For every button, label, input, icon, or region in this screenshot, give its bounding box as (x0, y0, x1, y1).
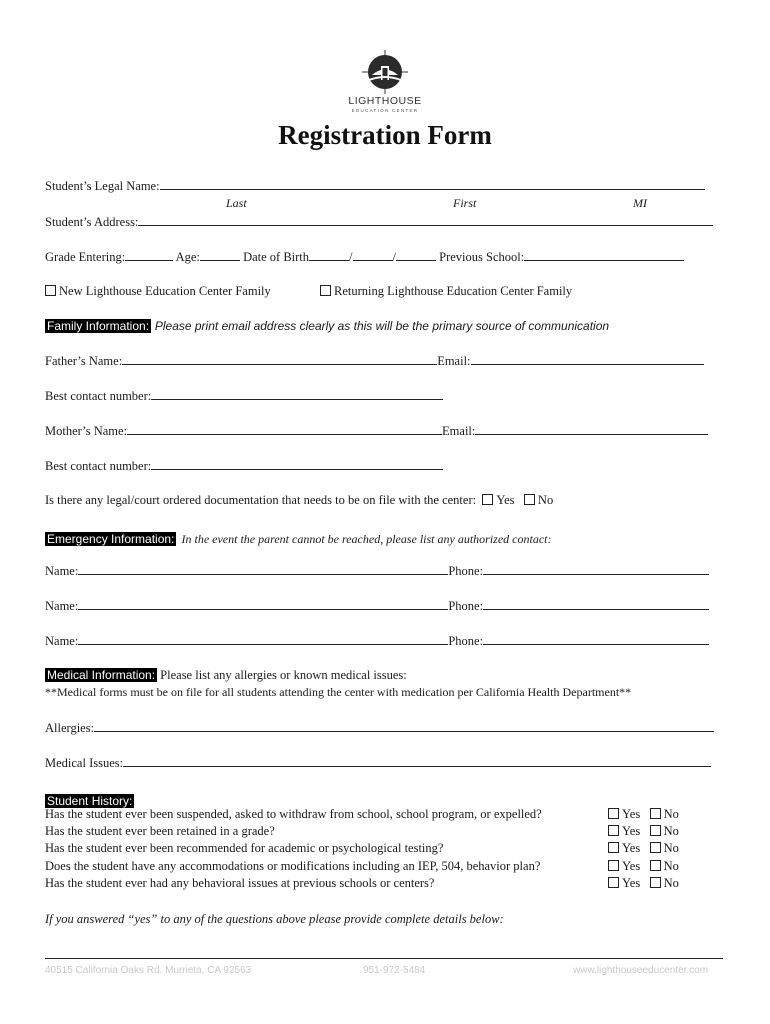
dob-year-field[interactable] (396, 249, 436, 261)
legal-yes-checkbox[interactable] (482, 494, 493, 505)
father-contact-field[interactable] (151, 388, 443, 400)
medical-info-note: Please list any allergies or known medical issues: (160, 668, 407, 682)
new-family-checkbox[interactable] (45, 285, 56, 296)
allergies-label: Allergies: (45, 721, 95, 735)
allergies-row (45, 720, 714, 736)
mother-row (45, 423, 708, 439)
history-yes-checkbox[interactable] (608, 808, 619, 819)
history-no-label: No (663, 841, 679, 855)
history-options (608, 859, 679, 874)
history-options (608, 841, 679, 856)
history-question: Does the student have any accommodations or modifications including an IEP, 504, behavior plan? (45, 859, 541, 873)
footer-website: www.lighthouseeducenter.com (573, 965, 709, 976)
history-no-label: No (663, 807, 679, 821)
history-question: Has the student ever been retained in a grade? (45, 824, 275, 838)
legal-no-label: No (537, 493, 554, 507)
history-yes-label: Yes (622, 841, 641, 855)
emergency-name-field-3[interactable] (78, 633, 448, 645)
medical-issues-row (45, 755, 711, 771)
emergency-name-field-2[interactable] (78, 598, 448, 610)
dob-month-field[interactable] (309, 249, 349, 261)
history-no-label: No (663, 824, 679, 838)
father-contact-label: Best contact number: (45, 389, 152, 403)
emergency-contact-row (45, 563, 709, 579)
returning-family-label: Returning Lighthouse Education Center Family (334, 284, 573, 298)
lighthouse-logo-icon (360, 50, 410, 94)
footer-address: 40515 California Oaks Rd. Murrieta, CA 92563 (45, 965, 252, 976)
history-no-label: No (663, 859, 679, 873)
logo-name: LIGHTHOUSE (348, 95, 422, 107)
father-name-label: Father’s Name: (45, 354, 123, 368)
history-yes-checkbox[interactable] (608, 842, 619, 853)
dob-day-field[interactable] (353, 249, 393, 261)
history-details-prompt: If you answered “yes” to any of the questions above please provide complete details below: (45, 912, 504, 926)
sub-label-last: Last (226, 196, 247, 210)
logo-tagline: EDUCATION CENTER (351, 108, 419, 113)
emergency-info-note: In the event the parent cannot be reached, please list any authorized contact: (181, 532, 552, 546)
mother-contact-label: Best contact number: (45, 459, 152, 473)
emergency-phone-label: Phone: (448, 564, 484, 578)
history-details-field[interactable] (45, 958, 723, 959)
emergency-info-header: Emergency Information: (47, 532, 175, 546)
grade-entering-field[interactable] (125, 249, 173, 261)
father-name-field[interactable] (122, 353, 437, 365)
student-legal-name-label: Student’s Legal Name: (45, 179, 160, 193)
history-no-checkbox[interactable] (650, 842, 661, 853)
history-no-checkbox[interactable] (650, 860, 661, 871)
emergency-phone-field-1[interactable] (483, 563, 709, 575)
medical-issues-label: Medical Issues: (45, 756, 124, 770)
allergies-field[interactable] (94, 720, 714, 732)
emergency-contact-row (45, 633, 709, 649)
medical-info-section (45, 668, 407, 683)
medical-warning: **Medical forms must be on file for all students attending the center with medication per California Health Department** (45, 685, 632, 699)
history-no-label: No (663, 876, 679, 890)
sub-label-first: First (453, 196, 477, 210)
student-history-header: Student History: (47, 794, 133, 808)
father-contact-row (45, 388, 443, 404)
emergency-name-label: Name: (45, 564, 79, 578)
returning-family-checkbox[interactable] (320, 285, 331, 296)
history-options (608, 807, 679, 822)
emergency-name-label: Name: (45, 599, 79, 613)
grade-entering-label: Grade Entering: (45, 250, 126, 264)
emergency-phone-label: Phone: (448, 634, 484, 648)
history-question: Has the student ever had any behavioral issues at previous schools or centers? (45, 876, 435, 890)
history-no-checkbox[interactable] (650, 825, 661, 836)
history-yes-label: Yes (622, 824, 641, 838)
history-options (608, 824, 679, 839)
father-email-label: Email: (437, 354, 471, 368)
age-label: Age: (175, 250, 200, 264)
family-info-section (45, 319, 609, 333)
family-info-note: Please print email address clearly as this will be the primary source of communication (154, 319, 610, 333)
emergency-name-field-1[interactable] (78, 563, 448, 575)
emergency-phone-field-3[interactable] (483, 633, 709, 645)
history-question: Has the student ever been recommended for academic or psychological testing? (45, 841, 444, 855)
returning-family-option[interactable] (320, 284, 572, 299)
history-yes-checkbox[interactable] (608, 877, 619, 888)
legal-documentation-row (45, 493, 553, 508)
mother-contact-field[interactable] (151, 458, 443, 470)
history-no-checkbox[interactable] (650, 808, 661, 819)
page-title: Registration Form (278, 120, 492, 150)
mother-name-field[interactable] (127, 423, 442, 435)
history-yes-checkbox[interactable] (608, 860, 619, 871)
family-info-header: Family Information: (47, 319, 150, 333)
student-address-field[interactable] (138, 214, 713, 226)
grade-age-dob-row: Grade Entering: Age: Date of Birth / / Previous School: (45, 249, 684, 265)
emergency-phone-field-2[interactable] (483, 598, 709, 610)
legal-yes-label: Yes (496, 493, 515, 507)
new-family-label: New Lighthouse Education Center Family (59, 284, 271, 298)
student-address-row (45, 214, 713, 230)
student-legal-name-field[interactable] (160, 178, 705, 190)
sub-label-mi: MI (633, 196, 647, 210)
student-legal-name-row (45, 178, 705, 194)
legal-no-checkbox[interactable] (524, 494, 535, 505)
father-email-field[interactable] (471, 353, 704, 365)
history-options (608, 876, 679, 891)
history-yes-label: Yes (622, 859, 641, 873)
legal-documentation-question: Is there any legal/court ordered documentation that needs to be on file with the center: (45, 493, 477, 507)
medical-issues-field[interactable] (123, 755, 711, 767)
history-yes-label: Yes (622, 876, 641, 890)
emergency-contact-row (45, 598, 709, 614)
mother-email-field[interactable] (475, 423, 708, 435)
emergency-phone-label: Phone: (448, 599, 484, 613)
history-yes-label: Yes (622, 807, 641, 821)
history-no-checkbox[interactable] (650, 877, 661, 888)
emergency-name-label: Name: (45, 634, 79, 648)
previous-school-label: Previous School: (439, 250, 525, 264)
dob-label: Date of Birth (243, 250, 310, 264)
mother-contact-row (45, 458, 443, 474)
student-address-label: Student’s Address: (45, 215, 139, 229)
mother-name-label: Mother’s Name: (45, 424, 128, 438)
age-field[interactable] (200, 249, 240, 261)
footer-phone: 951-972-5484 (363, 965, 426, 976)
history-yes-checkbox[interactable] (608, 825, 619, 836)
mother-email-label: Email: (442, 424, 476, 438)
history-question: Has the student ever been suspended, asked to withdraw from school, school program, or expelled? (45, 807, 542, 821)
father-row (45, 353, 704, 369)
medical-info-header: Medical Information: (47, 668, 156, 682)
previous-school-field[interactable] (524, 249, 684, 261)
emergency-info-section (45, 528, 552, 547)
new-family-option[interactable] (45, 284, 271, 299)
